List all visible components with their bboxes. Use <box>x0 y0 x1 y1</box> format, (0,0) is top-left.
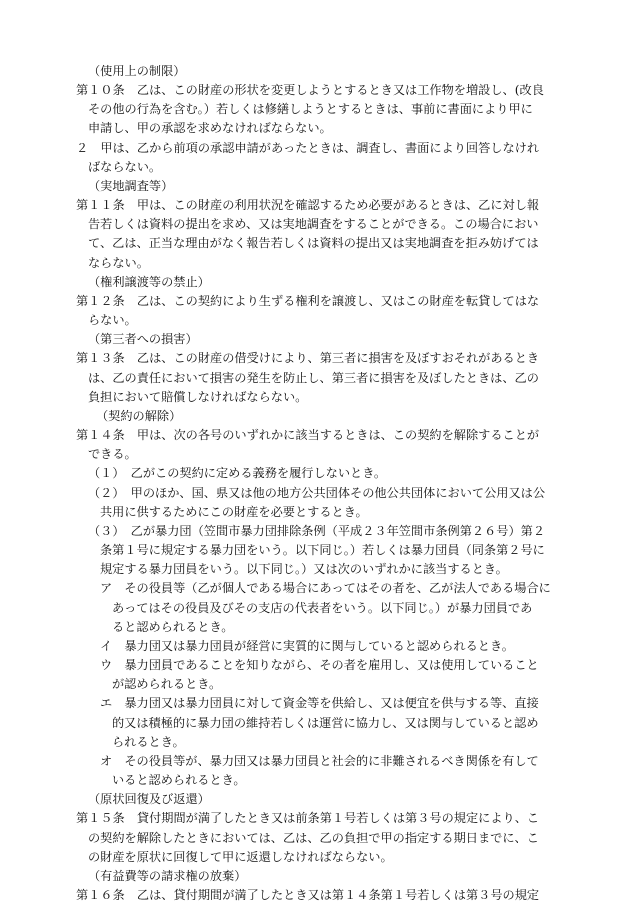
sub-item-e-line-3: られるとき。 <box>112 735 185 749</box>
heading-restoration-return: （原状回復及び返還） <box>88 792 210 806</box>
article-14-item-1: （１） 乙がこの契約に定める義務を履行しないとき。 <box>88 466 387 480</box>
article-14-line-1: 第１４条 甲は、次の各号のいずれかに該当するときは、この契約を解除することが <box>76 428 540 442</box>
article-10-line-1: 第１０条 乙は、この財産の形状を変更しようとするとき又は工作物を増設し、(改良 <box>76 83 544 97</box>
article-14-item-3-line-1: （３） 乙が暴力団（笠間市暴力団排除条例（平成２３年笠間市条例第２６号）第２ <box>88 524 546 538</box>
sub-item-o-line-1: オ その役員等が、暴力団又は暴力団員と社会的に非難されるべき関係を有して <box>100 754 539 768</box>
sub-item-u-line-1: ウ 暴力団員であることを知りながら、その者を雇用し、又は使用していること <box>100 658 539 672</box>
article-11-line-1: 第１１条 甲は、この財産の利用状況を確認するため必要があるときは、乙に対し報 <box>76 198 540 212</box>
article-14-item-3-line-2: 条第１号に規定する暴力団をいう。以下同じ。）若しくは暴力団員（同条第２号に <box>100 543 545 557</box>
article-12-line-2: らない。 <box>88 313 137 327</box>
article-11-line-4: ならない。 <box>88 256 149 270</box>
article-14-line-2: できる。 <box>88 447 137 461</box>
heading-transfer-prohibition: （権利譲渡等の禁止） <box>88 275 210 289</box>
article-13-line-3: 負担において賠償しなければならない。 <box>88 390 308 404</box>
article-10-line-2: その他の行為を含む。）若しくは修繕しようとするときは、事前に書面により甲に <box>88 102 533 116</box>
sub-item-i: イ 暴力団又は暴力団員が経営に実質的に関与していると認められるとき。 <box>100 639 514 653</box>
article-15-line-1: 第１５条 貸付期間が満了したとき又は前条第１号若しくは第３号の規定により、こ <box>76 811 540 825</box>
sub-item-a-line-3: ると認められるとき。 <box>112 620 234 634</box>
article-10-line-3: 申請し、甲の承認を求めなければならない。 <box>88 121 332 135</box>
article-11-line-2: 告若しくは資料の提出を求め、又は実地調査をすることができる。この場合におい <box>88 217 539 231</box>
heading-usage-restriction: （使用上の制限） <box>88 64 186 78</box>
article-11-line-3: て、乙は、正当な理由がなく報告若しくは資料の提出又は実地調査を拒み妨げては <box>88 236 539 250</box>
sub-item-u-line-2: が認められるとき。 <box>112 677 222 691</box>
article-12-line-1: 第１２条 乙は、この契約により生ずる権利を譲渡し、又はこの財産を転貸してはな <box>76 294 540 308</box>
sub-item-e-line-2: 的又は積極的に暴力団の維持若しくは運営に協力し、又は関与していると認め <box>112 716 539 730</box>
sub-item-a-line-1: ア その役員等（乙が個人である場合にあってはその者を、乙が法人である場合に <box>100 581 551 595</box>
heading-third-party-damage: （第三者への損害） <box>88 332 198 346</box>
article-13-line-1: 第１３条 乙は、この財産の借受けにより、第三者に損害を及ぼすおそれがあるとき <box>76 351 540 365</box>
article-10-para-2-line-2: ばならない。 <box>88 160 162 174</box>
article-13-line-2: は、乙の責任において損害の発生を防止し、第三者に損害を及ぼしたときは、乙の <box>88 371 539 385</box>
heading-waiver-of-claims: （有益費等の請求権の放棄） <box>88 869 247 883</box>
sub-item-a-line-2: あってはその役員及びその支店の代表者をいう。以下同じ。）が暴力団員であ <box>112 601 533 615</box>
article-15-line-3: の財産を原状に回復して甲に返還しなければならない。 <box>88 850 393 864</box>
article-14-item-2-line-2: 共用に供するためにこの財産を必要とするとき。 <box>100 505 368 519</box>
article-15-line-2: の契約を解除したときにおいては、乙は、乙の負担で甲の指定する期日までに、こ <box>88 831 539 845</box>
sub-item-o-line-2: いると認められるとき。 <box>112 773 246 787</box>
heading-contract-termination: （契約の解除） <box>96 409 182 423</box>
article-16-line-1: 第１６条 乙は、貸付期間が満了したとき又は第１４条第１号若しくは第３号の規定 <box>76 888 540 902</box>
heading-site-inspection: （実地調査等） <box>88 179 174 193</box>
article-14-item-3-line-3: 規定する暴力団員をいう。以下同じ。）又は次のいずれかに該当するとき。 <box>100 562 508 576</box>
article-10-para-2-line-1: ２ 甲は、乙から前項の承認申請があったときは、調査し、書面により回答しなけれ <box>76 141 540 155</box>
article-14-item-2-line-1: （２） 甲のほか、国、県又は他の地方公共団体その他公共団体において公用又は公 <box>88 486 546 500</box>
sub-item-e-line-1: エ 暴力団又は暴力団員に対して資金等を供給し、又は便宜を供与する等、直接 <box>100 696 539 710</box>
